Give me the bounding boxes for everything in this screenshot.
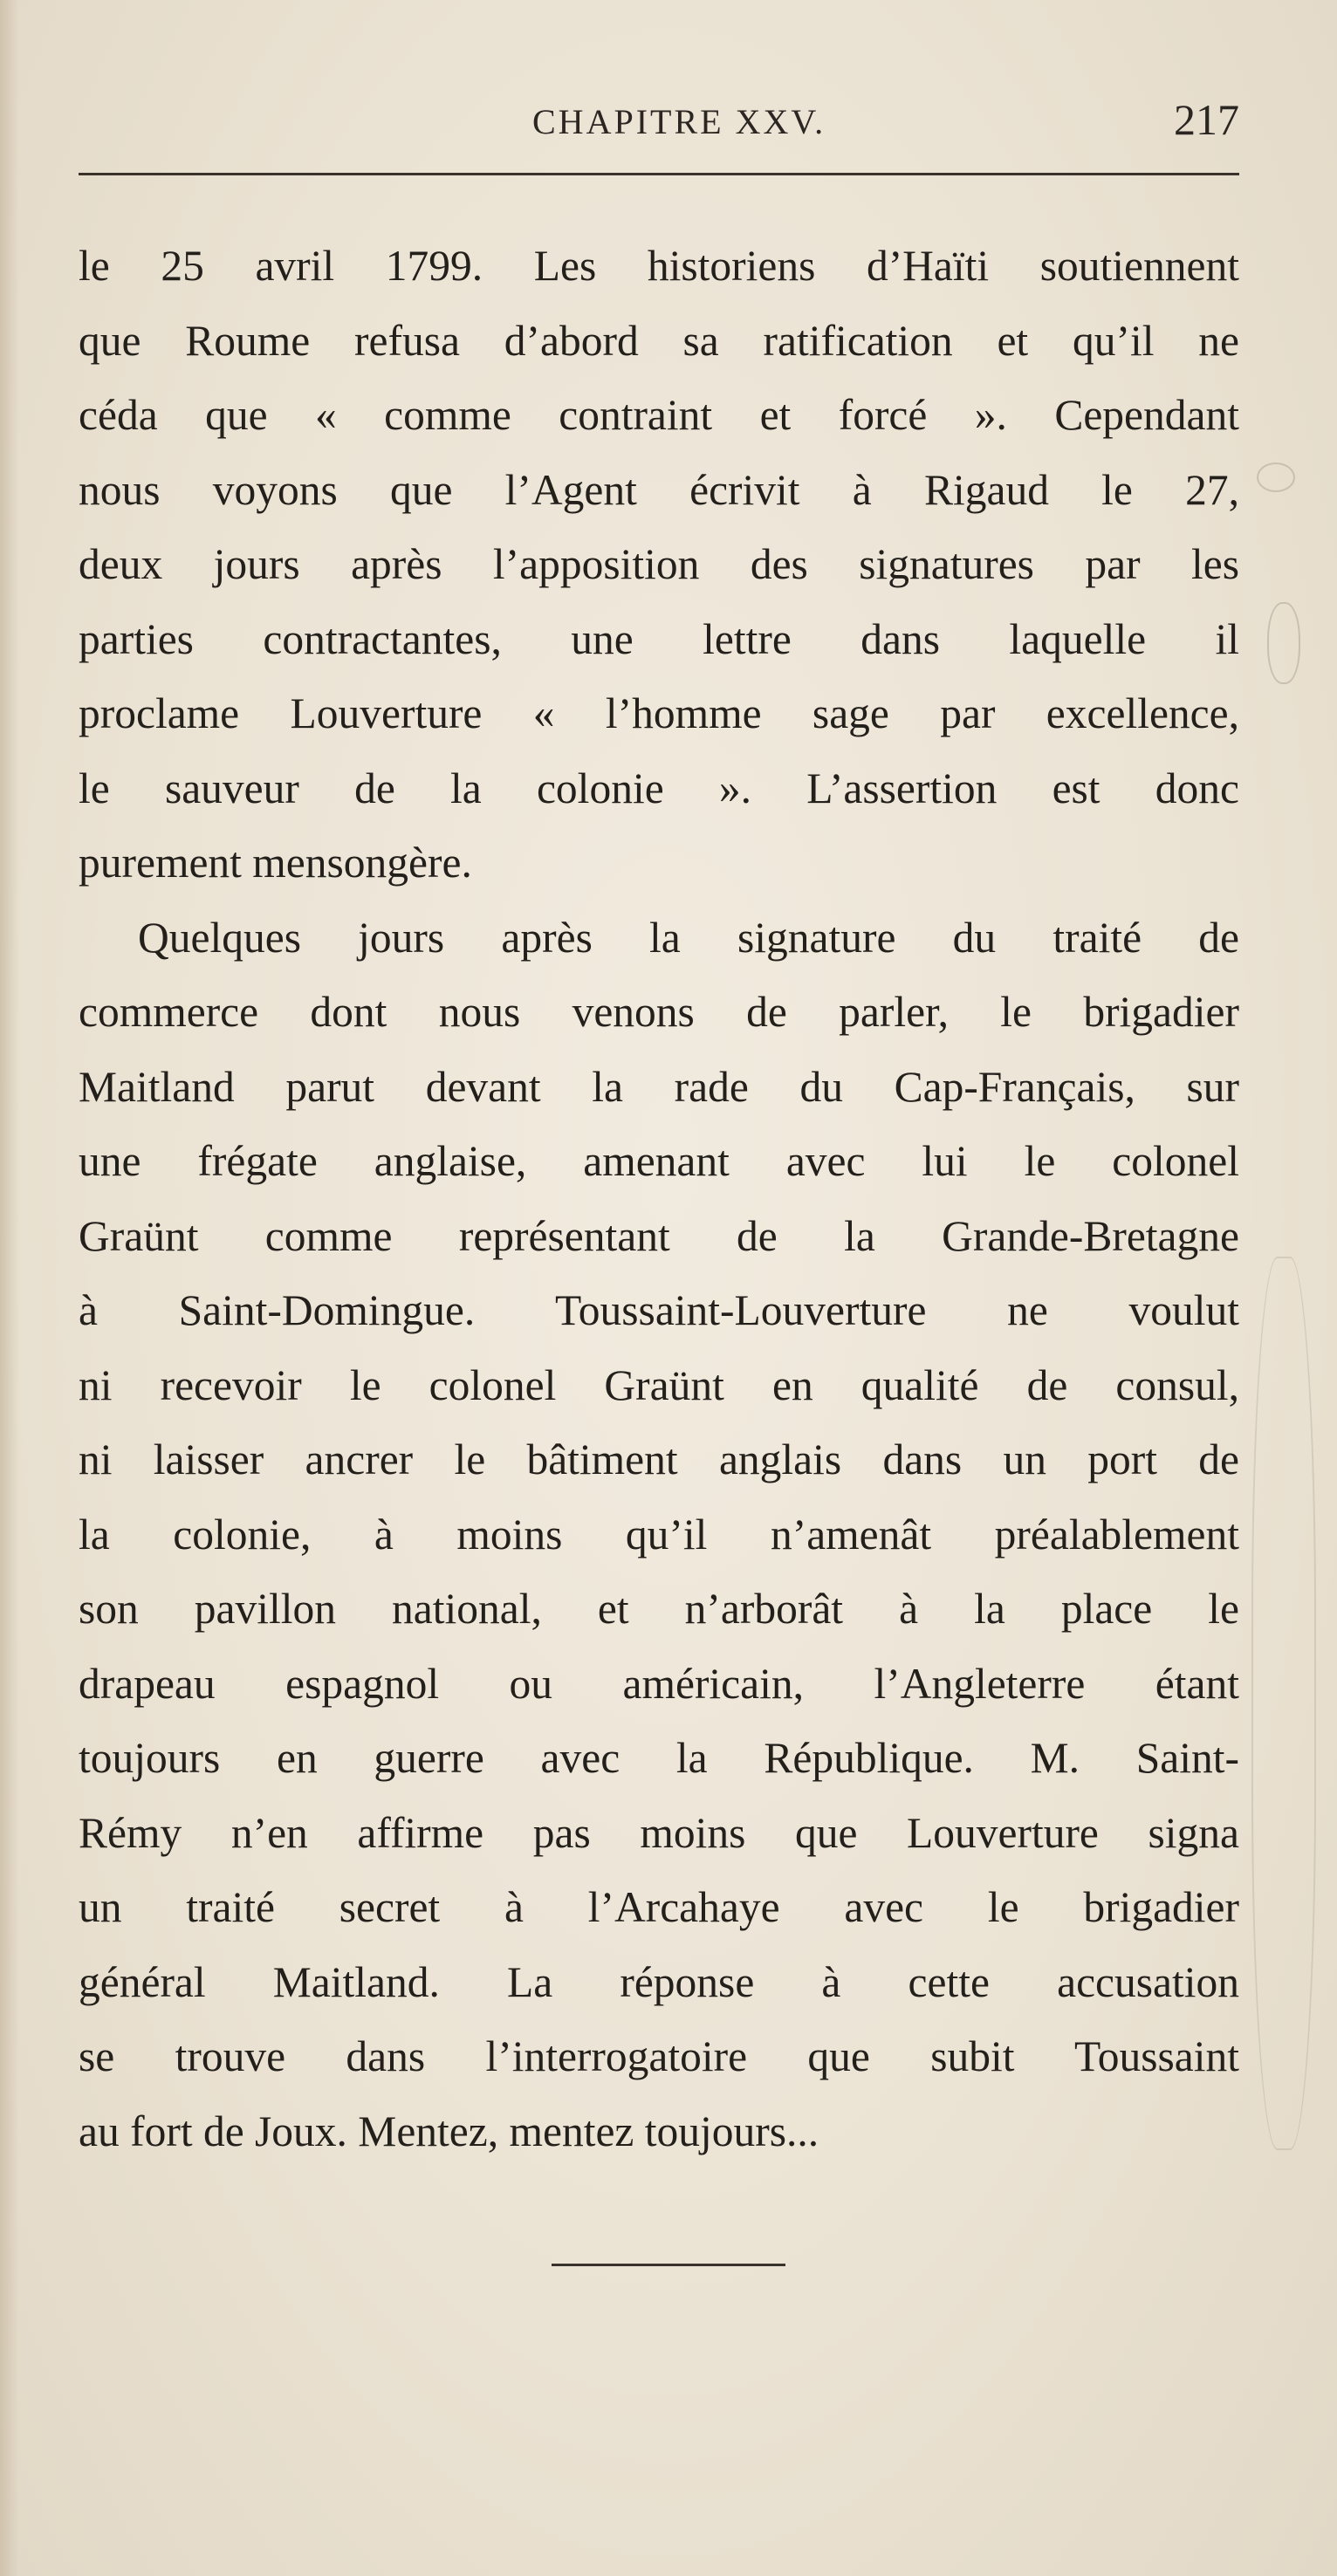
text-line: la colonie, à moins qu’il n’amenât préalablement xyxy=(79,1510,1239,1559)
text-line: Rémy n’en affirme pas moins que Louverture signa xyxy=(79,1808,1239,1857)
text-line: que Roume refusa d’abord sa ratification et qu’il ne xyxy=(79,316,1239,365)
text-line: le 25 avril 1799. Les historiens d’Haïti soutiennent xyxy=(79,242,1239,290)
text-line: céda que « comme contraint et forcé ». Cependant xyxy=(79,391,1239,439)
page-edge-shadow xyxy=(0,0,19,2576)
text-line: drapeau espagnol ou américain, l’Angleterre étant xyxy=(79,1659,1239,1708)
pencil-mark xyxy=(1257,462,1295,492)
text-line: ni laisser ancrer le bâtiment anglais dans un port de xyxy=(79,1435,1239,1483)
text-line: parties contractantes, une lettre dans laquelle il xyxy=(79,614,1239,663)
header-rule xyxy=(79,173,1239,175)
text-line: à Saint-Domingue. Toussaint-Louverture ne voulut xyxy=(79,1286,1239,1334)
text-line: une frégate anglaise, amenant avec lui le colonel xyxy=(79,1137,1239,1185)
text-line: Graünt comme représentant de la Grande-Bretagne xyxy=(79,1211,1239,1260)
pencil-mark xyxy=(1251,1257,1316,2150)
text-line: nous voyons que l’Agent écrivit à Rigaud le 27, xyxy=(79,465,1239,514)
page-number: 217 xyxy=(1174,95,1239,144)
text-line: Maitland parut devant la rade du Cap-Français, sur xyxy=(79,1062,1239,1111)
chapter-title: CHAPITRE XXV. xyxy=(532,102,826,141)
text-line: au fort de Joux. Mentez, mentez toujours... xyxy=(79,2107,819,2155)
text-line: Quelques jours après la signature du traité de xyxy=(138,913,1239,962)
text-line: deux jours après l’apposition des signatures par les xyxy=(79,540,1239,588)
end-rule xyxy=(552,2264,785,2266)
text-line: toujours en guerre avec la République. M. Saint- xyxy=(79,1734,1239,1782)
text-line: purement mensongère. xyxy=(79,839,472,887)
text-line: un traité secret à l’Arcahaye avec le brigadier xyxy=(79,1883,1239,1931)
running-head xyxy=(79,94,1239,147)
text-line: se trouve dans l’interrogatoire que subit Toussaint xyxy=(79,2032,1239,2080)
pencil-mark xyxy=(1267,602,1300,684)
text-line: proclame Louverture « l’homme sage par excellence, xyxy=(79,689,1239,737)
text-line: commerce dont nous venons de parler, le brigadier xyxy=(79,988,1239,1036)
text-line: général Maitland. La réponse à cette accusation xyxy=(79,1957,1239,2006)
text-line: son pavillon national, et n’arborât à la place le xyxy=(79,1585,1239,1633)
text-line: ni recevoir le colonel Graünt en qualité de consul, xyxy=(79,1360,1239,1409)
text-line: le sauveur de la colonie ». L’assertion est donc xyxy=(79,764,1239,812)
body-text xyxy=(79,229,1239,2168)
